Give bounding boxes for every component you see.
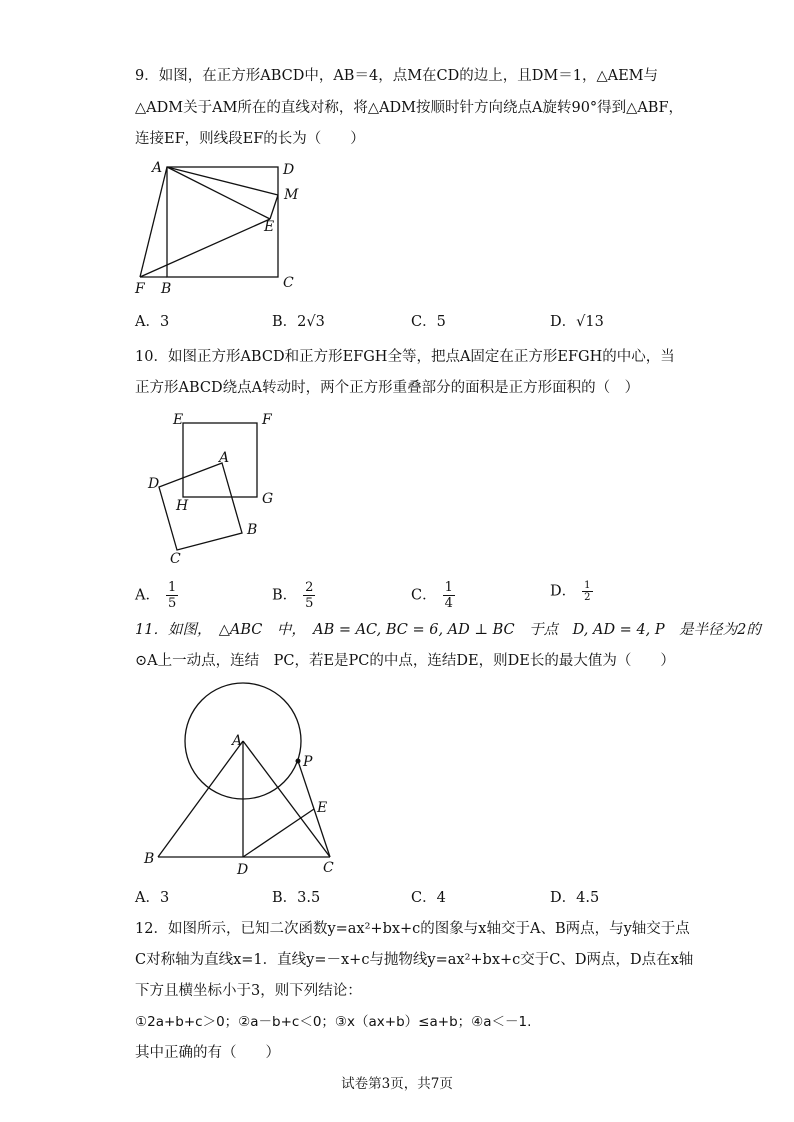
q10-square-efgh (183, 423, 257, 497)
option-fraction: $\frac{1}{5}$ (167, 580, 177, 611)
q11-segment-pc (298, 761, 330, 857)
q11-text-line2: ⊙A上一动点，连结 PC，若E是PC的中点，连结DE，则DE长的最大值为（ ） (135, 653, 675, 669)
option-value: 3 (159, 890, 170, 906)
q11-label-d: D (237, 862, 249, 878)
q10-label-b: B (247, 522, 258, 538)
q10-label-e: E (173, 412, 184, 428)
q11-segment-de (243, 809, 314, 857)
q11-segment-ac (243, 741, 330, 857)
q11-text-line1: 11．如图， △ABC 中， AB = AC, BC = 6, AD ⊥ BC 于点 D, AD = 4, P 是半径为2的 (135, 622, 761, 638)
q9-segment-af (140, 167, 167, 277)
q12-text-line3: 下方且横坐标小于3，则下列结论： (135, 983, 362, 999)
q11-circle-a (185, 683, 301, 799)
q9-text-line1: 9．如图，在正方形ABCD中，AB＝4，点M在CD的边上，且DM＝1，△AEM与 (135, 68, 659, 84)
q9-option-a[interactable] (135, 312, 169, 332)
q12-text-line5: 其中正确的有（ ） (135, 1045, 280, 1061)
option-letter: A． (135, 314, 160, 330)
q10-option-b[interactable] (272, 580, 315, 611)
q10-option-a[interactable] (135, 580, 178, 611)
q11-option-b[interactable] (272, 888, 320, 908)
option-value: 5 (436, 314, 446, 330)
option-value: √13 (576, 314, 604, 330)
q10-option-d[interactable] (550, 580, 593, 603)
q9-label-c: C (283, 275, 294, 291)
option-value: 3 (159, 314, 170, 330)
option-letter: A． (135, 890, 160, 906)
q9-segment-fe (140, 219, 270, 277)
option-letter: D． (550, 583, 577, 600)
q9-label-e: E (264, 219, 275, 235)
option-value: 4 (436, 890, 446, 906)
q9-segment-me (270, 195, 278, 219)
q10-label-a: A (219, 450, 230, 466)
q9-label-f: F (135, 281, 145, 297)
q11-label-c: C (323, 860, 334, 876)
q11-label-e: E (317, 800, 328, 816)
q9-square-abcd (167, 167, 278, 277)
q10-text-line1: 10．如图正方形ABCD和正方形EFGH全等，把点A固定在正方形EFGH的中心，当 (135, 349, 675, 365)
option-fraction: $\frac{1}{4}$ (444, 580, 453, 611)
q11-label-b: B (144, 851, 155, 867)
option-letter: B． (272, 890, 298, 906)
q9-label-a: A (152, 160, 163, 176)
q10-label-d: D (148, 476, 160, 492)
q9-option-c[interactable] (411, 312, 446, 332)
q9-text-line2: △ADM关于AM所在的直线对称，将△ADM按顺时针方向绕点A旋转90°得到△ABF， (135, 100, 684, 116)
q12-text-line1: 12．如图所示，已知二次函数y=ax²+bx+c的图象与x轴交于A、B两点，与y轴交于点 (135, 921, 690, 937)
q11-label-a: A (232, 733, 243, 749)
q9-option-d[interactable] (550, 312, 604, 332)
option-value: 4.5 (576, 890, 600, 906)
q11-point-p (296, 759, 301, 764)
q10-label-h: H (176, 498, 189, 514)
option-value: 3.5 (297, 890, 321, 906)
option-letter: D． (550, 314, 577, 330)
q11-label-p: P (303, 754, 313, 770)
q9-segment-am (167, 167, 278, 195)
q9-label-b: B (161, 281, 172, 297)
q11-segment-ab (158, 741, 243, 857)
q11-option-c[interactable] (411, 888, 446, 908)
q9-label-m: M (284, 187, 299, 203)
option-letter: C． (411, 587, 437, 604)
option-fraction: $\frac{2}{5}$ (305, 580, 314, 611)
option-value: 2√3 (297, 314, 325, 330)
option-letter: C． (411, 890, 437, 906)
option-letter: B． (272, 587, 298, 604)
option-letter: D． (550, 890, 577, 906)
page-footer: 试卷第3页，共7页 (341, 1076, 453, 1092)
option-letter: C． (411, 314, 437, 330)
option-letter: A． (135, 587, 160, 604)
q11-option-a[interactable] (135, 888, 169, 908)
q9-option-b[interactable] (272, 312, 325, 332)
q10-option-c[interactable] (411, 580, 455, 611)
q10-label-g: G (262, 491, 274, 507)
option-fraction: $\frac{1}{2}$ (584, 580, 591, 603)
q11-option-d[interactable] (550, 888, 599, 908)
q10-text-line2: 正方形ABCD绕点A转动时，两个正方形重叠部分的面积是正方形面积的（ ） (135, 380, 640, 396)
q10-label-f: F (262, 412, 272, 428)
q9-text-line3: 连接EF，则线段EF的长为（ ） (135, 131, 365, 147)
q12-conclusions: ①2a+b+c＞0；②a－b+c＜0；③x（ax+b）≤a+b；④a＜－1. (135, 1014, 532, 1030)
q10-label-c: C (170, 551, 181, 567)
q9-segment-ae (167, 167, 270, 219)
option-letter: B． (272, 314, 298, 330)
q9-label-d: D (283, 162, 295, 178)
q12-text-line2: C对称轴为直线x=1．直线y=－x+c与抛物线y=ax²+bx+c交于C、D两点，D点在x轴 (135, 952, 694, 968)
q10-square-abcd (159, 463, 242, 550)
